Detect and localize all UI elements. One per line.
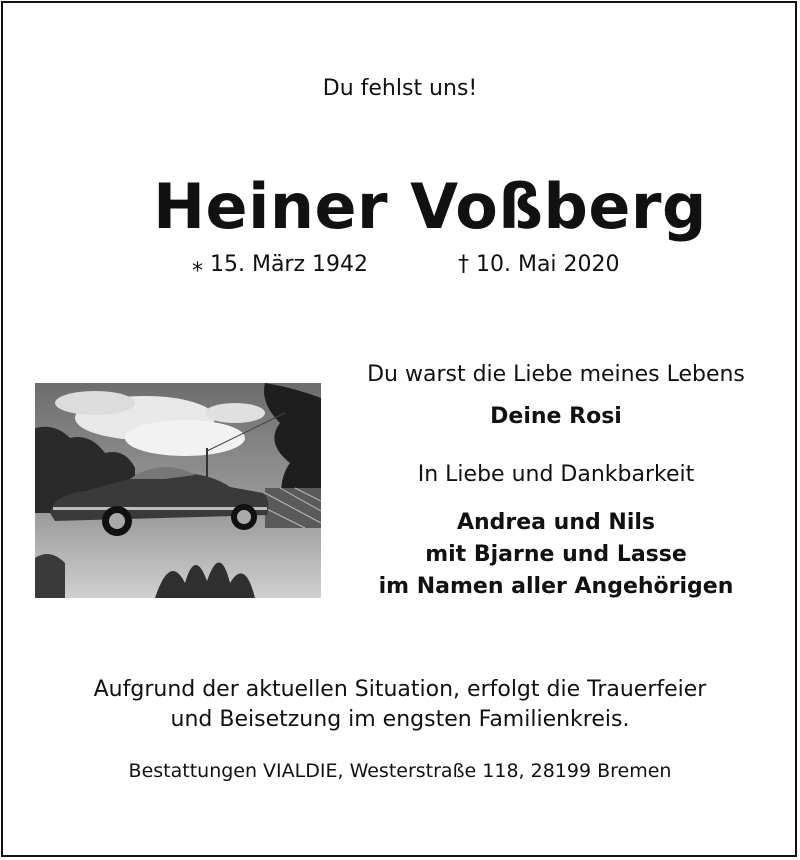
death-date: † 10. Mai 2020: [458, 252, 620, 277]
memorial-photo: [35, 383, 321, 598]
signature-rosi: Deine Rosi: [490, 404, 622, 429]
gratitude-line: In Liebe und Dankbarkeit: [417, 462, 695, 487]
family-signatures: [338, 507, 774, 603]
deceased-name: Heiner Voßberg: [153, 170, 707, 243]
opening-line: Du fehlst uns!: [322, 76, 478, 101]
funeral-info-line: und Beisetzung im engsten Familienkreis.: [170, 707, 630, 732]
love-line: Du warst die Liebe meines Lebens: [367, 362, 745, 387]
birth-date: ⁎ 15. März 1942: [192, 252, 369, 277]
family-line: Andrea und Nils: [456, 510, 656, 535]
family-line: mit Bjarne und Lasse: [425, 542, 687, 567]
car-photo-image: [35, 383, 321, 598]
family-line: im Namen aller Angehörigen: [378, 574, 734, 599]
funeral-info-line: Aufgrund der aktuellen Situation, erfolgt die Trauerfeier: [93, 677, 707, 702]
funeral-info: [0, 675, 800, 735]
undertaker-address: Bestattungen VIALDIE, Westerstraße 118, 28199 Bremen: [128, 760, 672, 782]
